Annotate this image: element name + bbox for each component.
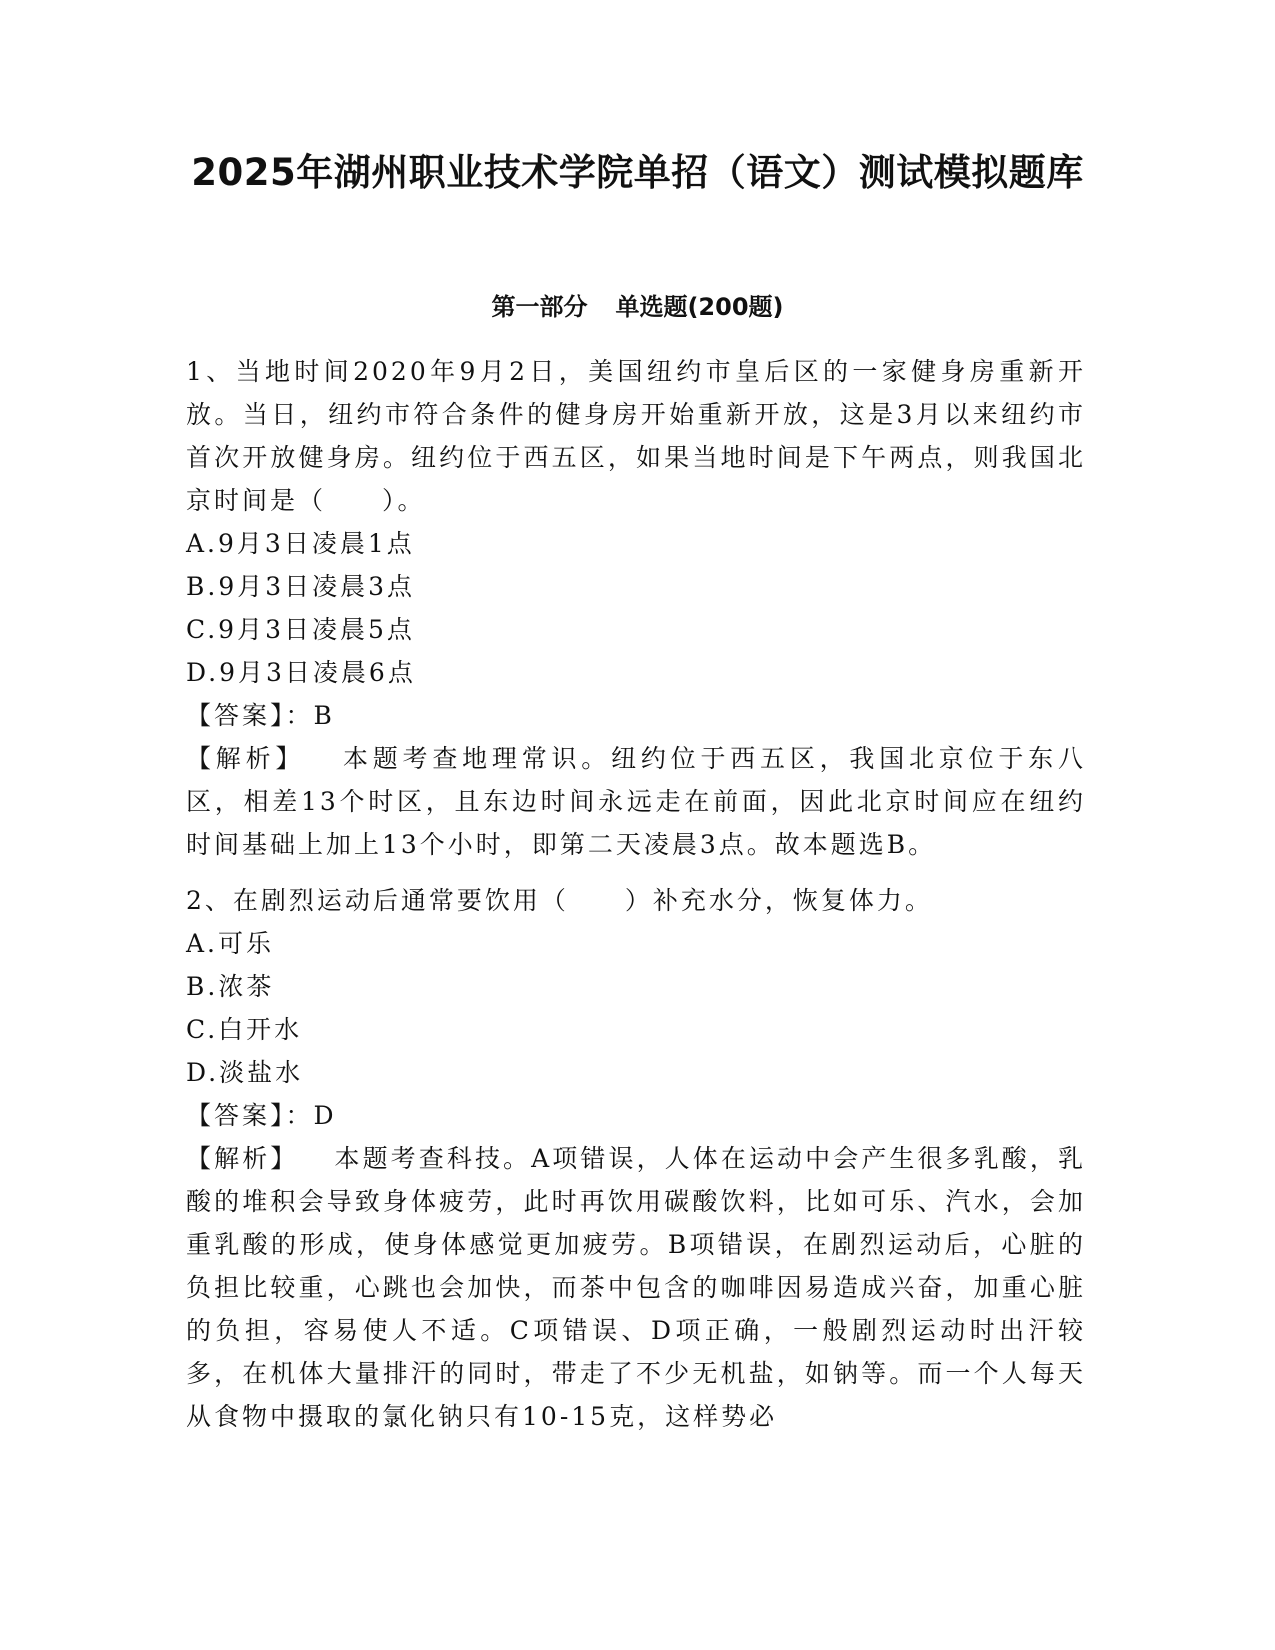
section-part: 第一部分 <box>491 293 588 321</box>
option-d: D.9月3日凌晨6点 <box>186 658 416 687</box>
option-b: B.9月3日凌晨3点 <box>186 572 416 601</box>
option-b: B.浓茶 <box>186 972 275 1001</box>
analysis-label: 【解析】 <box>186 744 306 773</box>
answer-label: 【答案】： <box>186 701 314 730</box>
question-list <box>186 350 1086 1438</box>
section-name: 单选题(200题) <box>615 293 784 321</box>
option-c: C.白开水 <box>186 1015 303 1044</box>
section-heading <box>0 290 1275 324</box>
analysis-paragraph <box>186 1137 1086 1438</box>
option-d: D.淡盐水 <box>186 1058 304 1087</box>
answer-value: D <box>313 1101 337 1130</box>
analysis-label: 【解析】 <box>186 1144 299 1173</box>
option-a: A.9月3日凌晨1点 <box>186 529 415 558</box>
analysis-text: 本题考查科技。A项错误，人体在运动中会产生很多乳酸，乳酸的堆积会导致身体疲劳，此时再饮用碳酸饮料，比如可乐、汽水，会加重乳酸的形成，使身体感觉更加疲劳。B项错误，在剧烈运动后，心脏的负担比较重，心跳也会加快，而茶中包含的咖啡因易造成兴奋，加重心脏的负担，容易使人不适。C项错误、D项正确，一般剧烈运动时出汗较多，在机体大量排汗的同时，带走了不少无机盐，如钠等。而一个人每天从食物中摄取的氯化钠只有10-15克，这样势必 <box>186 1144 1086 1431</box>
question-1 <box>186 350 1086 866</box>
answer-value: B <box>313 701 335 730</box>
answer-line <box>186 694 1086 737</box>
question-stem: 2、在剧烈运动后通常要饮用（ ）补充水分，恢复体力。 <box>186 886 933 915</box>
option-c: C.9月3日凌晨5点 <box>186 615 415 644</box>
question-stem: 1、当地时间2020年9月2日，美国纽约市皇后区的一家健身房重新开放。当日，纽约市符合条件的健身房开始重新开放，这是3月以来纽约市首次开放健身房。纽约位于西五区，如果当地时间是下午两点，则我国北京时间是（ ）。 <box>186 357 1086 515</box>
option-a: A.可乐 <box>186 929 275 958</box>
answer-label: 【答案】： <box>186 1101 314 1130</box>
analysis-paragraph <box>186 737 1086 866</box>
question-2 <box>186 879 1086 1438</box>
analysis-text: 本题考查地理常识。纽约位于西五区，我国北京位于东八区，相差13个时区，且东边时间永远走在前面，因此北京时间应在纽约时间基础上加上13个小时，即第二天凌晨3点。故本题选B。 <box>186 744 1086 859</box>
answer-line <box>186 1094 1086 1137</box>
document-title: 2025年湖州职业技术学院单招（语文）测试模拟题库 <box>191 151 1084 194</box>
